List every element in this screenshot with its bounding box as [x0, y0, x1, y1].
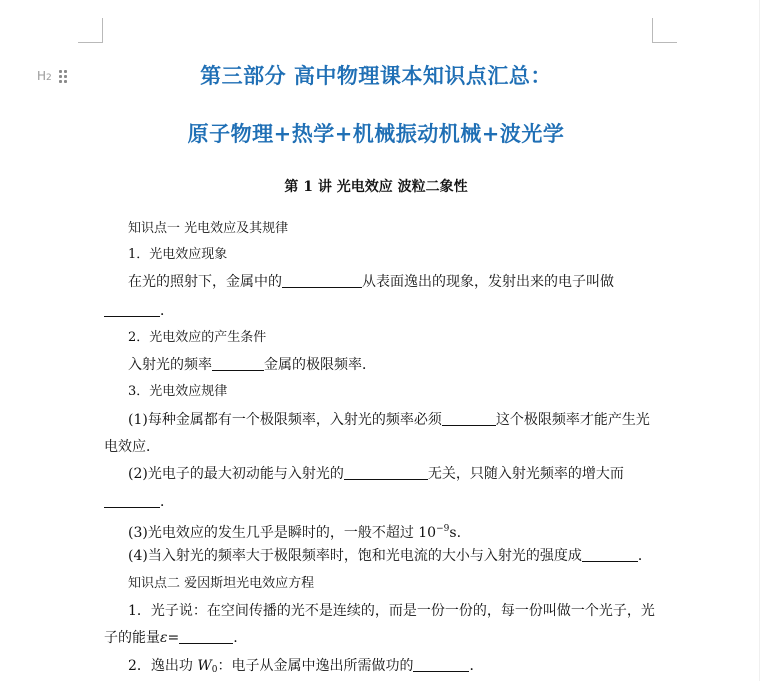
rule-line-2: (2)光电子的最大初动能与入射光的 无关，只随入射光频率的增大而 [128, 466, 624, 482]
section-1-heading: 1．光电效应现象 [128, 247, 228, 262]
rule-line-3: (3)光电效应的发生几乎是瞬时的，一般不超过 $10^{-9}s$. [128, 524, 462, 541]
work-function-line: 2．逸出功 W0：电子从金属中逸出所需做功的 ． [128, 658, 484, 675]
drag-handle-icon[interactable] [59, 70, 67, 83]
photon-energy-line: 子的能量ε= . [104, 630, 238, 646]
section-2-heading: 2．光电效应的产生条件 [128, 330, 267, 345]
photon-line: 1．光子说：在空间传播的光不是连续的，而是一份一份的，每一份叫做一个光子，光 [128, 603, 655, 619]
margin-corner-top-right [652, 18, 677, 43]
knowledge-point-1: 知识点一 光电效应及其规律 [128, 221, 289, 236]
answer-blank[interactable] [104, 493, 160, 508]
part-subtitle: 原子物理+热学+机械振动机械+波光学 [187, 121, 565, 146]
rule-line-1: (1)每种金属都有一个极限频率，入射光的频率必须 这个极限频率才能产生光 [128, 412, 650, 428]
part-title: 第三部分 高中物理课本知识点汇总： [200, 63, 552, 88]
heading-style-marker[interactable] [37, 69, 67, 83]
answer-blank[interactable] [179, 629, 233, 644]
answer-blank[interactable] [282, 273, 362, 288]
paragraph-line: ． [104, 301, 174, 321]
paragraph-line: 在光的照射下，金属中的 从表面逸出的现象，发射出来的电子叫做 [128, 274, 614, 290]
answer-blank[interactable] [212, 356, 264, 371]
heading2-icon: H2 [37, 69, 52, 83]
knowledge-point-2: 知识点二 爱因斯坦光电效应方程 [128, 576, 315, 591]
paragraph-line: ． [104, 492, 174, 512]
answer-blank[interactable] [413, 657, 469, 672]
section-3-heading: 3．光电效应规律 [128, 384, 228, 399]
rule-line-4: (4)当入射光的频率大于极限频率时，饱和光电流的大小与入射光的强度成 ． [128, 548, 652, 564]
rule-line-1-cont: 电效应． [104, 439, 160, 455]
answer-blank[interactable] [442, 411, 496, 426]
paragraph-line: 入射光的频率 金属的极限频率． [128, 357, 376, 373]
margin-corner-top-left [78, 18, 103, 43]
lecture-title: 第 1 讲 光电效应 波粒二象性 [284, 179, 468, 195]
answer-blank[interactable] [582, 547, 638, 562]
vertical-scrollbar[interactable] [759, 0, 783, 681]
answer-blank[interactable] [344, 465, 428, 480]
answer-blank[interactable] [104, 302, 160, 317]
